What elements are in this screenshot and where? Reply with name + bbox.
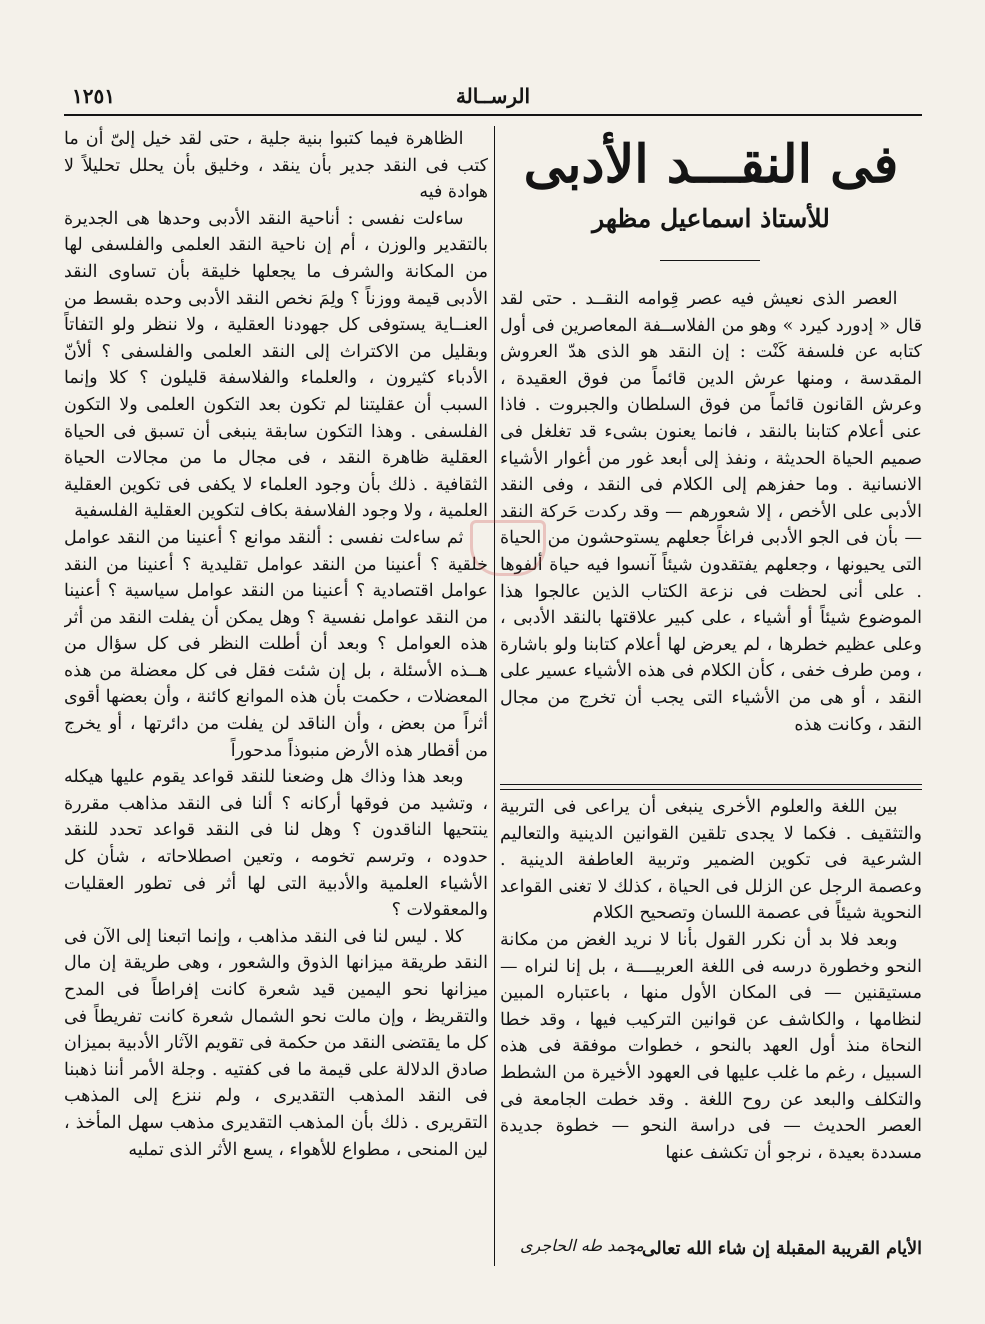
article-title: فى النقـــد الأدبى xyxy=(523,134,899,195)
article-column-right xyxy=(500,286,922,781)
column-divider xyxy=(494,126,495,1266)
previous-article-paragraph: وبعد فلا بد أن نكرر القول بأنا لا نريد الغض من مكانة النحو وخطورة درسه فى اللغة العربيــــة ، بل إنا لنراه — مستيقنين — فى المكان الأول منها ، باعتباره المبين لنظامها ، والكاشف عن قوانين التركيب فيها ، وقد خطا النحاة منذ أول العهد بالنحو ، خطوات موفقة فى هذه السبيل ، رغم ما غلب عليها فى العهود الأخيرة من الشطط والتكلف والبعد عن روح اللغة . وقد خطت الجامعة فى العصر الحديث — فى دراسة النحو — خطوة جديدة مسددة بعيدة ، نرجو أن تكشف عنها xyxy=(500,929,922,1163)
previous-article-paragraph: بين اللغة والعلوم الأخرى ينبغى أن يراعى فى التربية والتثقيف . فكما لا يجدى تلقين القوانين الدينية والتعاليم الشرعية فى تكوين الضمير وتربية العاطفة الدينية . وعصمة الرجل عن الزلل فى الحياة ، كذلك لا تغنى القواعد النحوية شيئاً فى عصمة اللسان وتصحيح الكلام xyxy=(500,797,922,924)
previous-article-closing: الأيام القريبة المقبلة إن شاء الله تعالى . xyxy=(629,1239,922,1259)
article-paragraph: الظاهرة فيما كتبوا بنية جلية ، حتى لقد خيل إلىّ أن ما كتب فى النقد جدير بأن ينقد ، وخليق بأن يحلل تحليلاً لا هوادة فيه xyxy=(64,129,488,203)
previous-article-column xyxy=(500,794,922,1234)
magazine-name: الرســالة xyxy=(455,84,531,108)
article-paragraph: ثم ساءلت نفسى : ألنقد موانع ؟ أعنينا من النقد عوامل خلقية ؟ أعنينا من النقد عوامل تقليدية ؟ أعنينا من النقد عوامل اقتصادية ؟ أعنينا من النقد عوامل سياسية ؟ أعنينا من النقد عوامل نفسية ؟ وهل يمكن أن يفلت النقد من أثر هذه العوامل ؟ وبعد أن أطلت النظر فى كل سؤال من هــذه الأسئلة ، بل إن شئت فقل فى كل معضلة من هذه المعضلات ، حكمت بأن هذه الموانع كائنة ، وأن بعضها أقوى أثراً من بعض ، وأن الناقد لن يفلت من دائرتها ، أو يخرج من أقطار هذه الأرض منبوذاً مدحوراً xyxy=(64,527,488,761)
article-column-left xyxy=(64,126,488,1266)
article-paragraph: كلا . ليس لنا فى النقد مذاهب ، وإنما اتبعنا إلى الآن فى النقد طريقة ميزانها الذوق والشعور ، وهى طريقة إن مال ميزانها نحو اليمين قيد شعرة كانت إفراطاً فى المدح والتقريظ ، وإن مالت نحو الشمال شعرة كانت تفريطاً فى كل ما يقتضى النقد من حكمة فى تقويم الآثار الأدبية بميزان صادق الدلالة على قيمة ما فى كفتيه . وجلة الأمر أننا ذهبنا فى النقد المذهب التقديرى ، ولم ننزع إلى المذهب التقريرى . ذلك بأن المذهب التقديرى مذهب سهل المأخذ ، لين المنحى ، مطواع للأهواء ، يسع الأثر الذى تمليه xyxy=(64,926,488,1160)
article-paragraph: ساءلت نفسى : أناحية النقد الأدبى وحدها هى الجديرة بالتقدير والوزن ، أم إن ناحية النقد العلمى والفلسفى لها من المكانة والشرف ما يجعلها خليقة بأن تساوى النقد الأدبى قيمة ووزناً ؟ ولِمَ نخص النقد الأدبى وحده بقسط من العنــاية يستوفى كل جهودنا العقلية ، ولا ننظر ولو التفاتاً وبقليل من الاكتراث إلى النقد العلمى والفلسفى ؟ ألأنّ الأدباء كثيرون ، والعلماء والفلاسفة قليلون ؟ كلا وإنما السبب أن عقليتنا لم تكون بعد التكون العلمى ولا التكون الفلسفى . وهذا التكون سابقة ينبغى أن تسبق فى الحياة العقلية ظاهرة النقد ، فى مجال ما من مجالات الحياة الثقافية . ذلك بأن وجود العلماء لا يكفى فى تكوين العقلية العلمية ، ولا وجود الفلاسفة بكاف لتكوين العقلية الفلسفية xyxy=(64,208,488,522)
section-divider xyxy=(500,784,922,790)
previous-article-signature: محمد طه الحاجرى xyxy=(520,1236,644,1255)
article-paragraph: وبعد هذا وذاك هل وضعنا للنقد قواعد يقوم عليها هيكله ، وتشيد من فوقها أركانه ؟ ألنا فى النقد مذاهب مقررة ينتحيها الناقدون ؟ وهل لنا فى النقد قواعد تحدد للنقد حدوده ، وترسم تخومه ، وتعين اصطلاحاته ، شأن كل الأشياء العلمية والأدبية التى لها أثر فى تطور العقليات والمعقولات ؟ xyxy=(64,767,488,921)
article-author: للأستاذ اسماعيل مظهر xyxy=(592,204,830,233)
article-paragraph: العصر الذى نعيش فيه عصر قِوامه النقــد . حتى لقد قال « إدورد كيرد » وهو من الفلاســفة المعاصرين فى أول كتابه عن فلسفة كَنْت : إن النقد هو الذى هدّ العروش المقدسة ، ومنها عرش الدين قائماً من فوق العقيدة ، وعرش القانون قائماً من فوق السلطان والجبروت . فاذا عنى أعلام كتابنا بالنقد ، فانما يعنون بشىء قد تغلغل فى صميم الحياة الحديثة ، ونفذ إلى أبعد غور من أغوار الأشياء الانسانية . وما حفزهم إلى الكلام فى النقد ، وفى النقد الأدبى على الأخص ، إلا شعورهم — وقد ركدت حَركة النقد — بأن فى الجو الأدبى فراغاً جعلهم يستوحشون من الحياة التى يحيونها ، وجعلهم يفتقدون شيئاً آنسوا فيه حياة ألفوها . على أنى لحظت فى نزعة الكتاب الذين عالجوا هذا الموضوع شيئاً أو أشياء ، على كبير علاقتها بالنقد الأدبى ، وعلى عظيم خطرها ، لم يعرض لها أعلام كتابنا ولو باشارة ، ومن طرف خفى ، كأن الكلام فى هذه الأشياء عسير على النقد ، أو هى من الأشياء التى يجب أن تخرج من مجال النقد ، وكانت هذه xyxy=(500,289,922,735)
page-number: ١٢٥١ xyxy=(72,84,115,108)
title-rule xyxy=(660,260,760,261)
page-header xyxy=(64,84,922,116)
